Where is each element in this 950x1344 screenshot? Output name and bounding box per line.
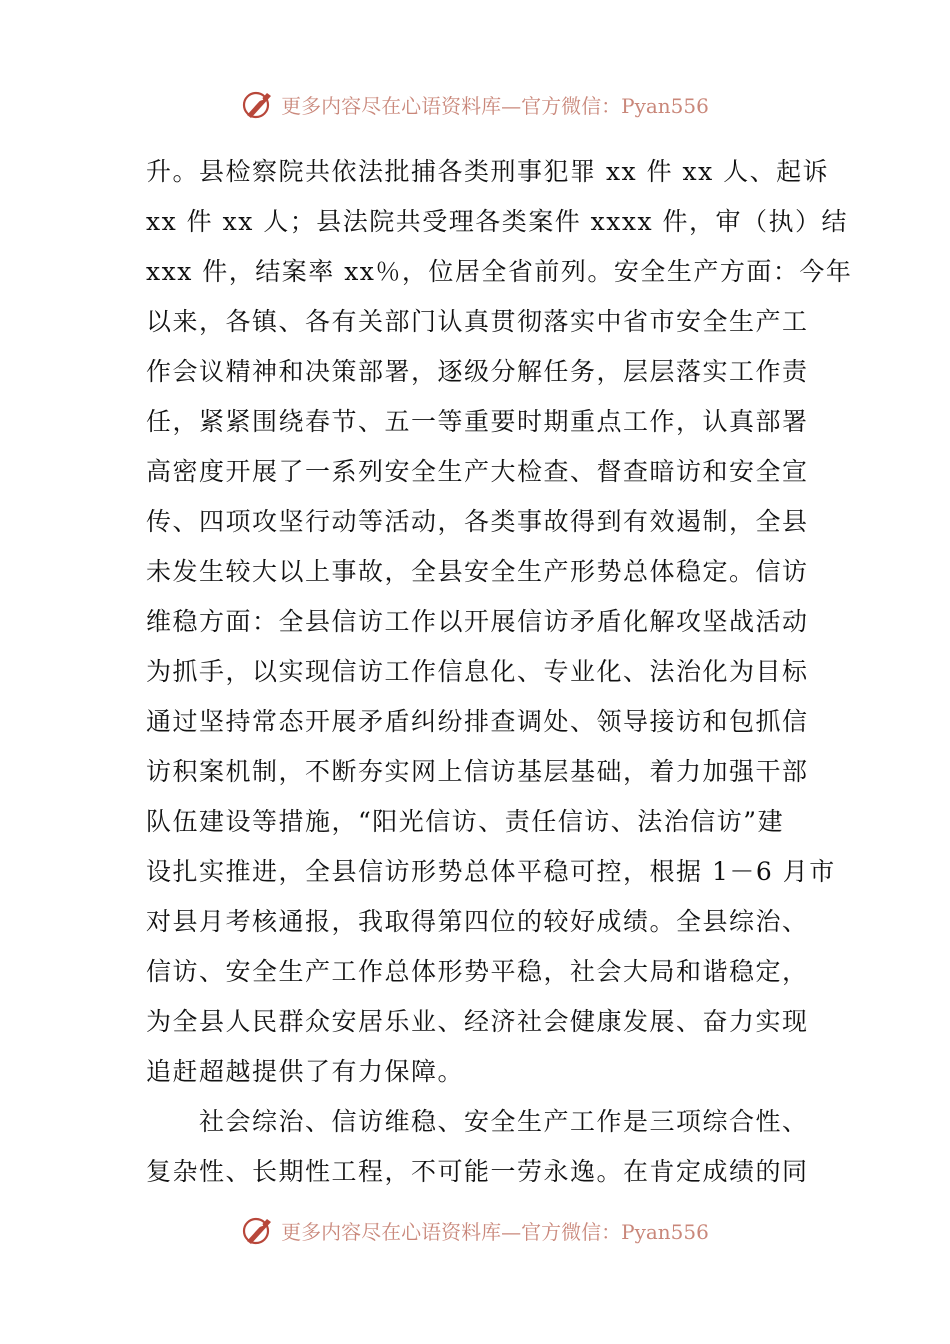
- footer-banner-text: 更多内容尽在心语资料库—官方微信：Pyan556: [281, 1219, 709, 1244]
- document-body: [146, 147, 853, 1197]
- header-banner-text: 更多内容尽在心语资料库—官方微信：Pyan556: [281, 93, 709, 118]
- text-line: 为抓手，以实现信访工作信息化、专业化、法治化为目标: [146, 657, 809, 686]
- text-line: 任，紧紧围绕春节、五一等重要时期重点工作，认真部署: [146, 407, 809, 436]
- text-line: 作会议精神和决策部署，逐级分解任务，层层落实工作责: [146, 357, 809, 386]
- text-line: 访积案机制，不断夯实网上信访基层基础，着力加强干部: [146, 757, 809, 786]
- pen-logo-icon: [241, 1213, 275, 1247]
- text-line: 信访、安全生产工作总体形势平稳，社会大局和谐稳定，: [146, 957, 809, 986]
- text-line: xxx 件，结案率 xx％，位居全省前列。安全生产方面：今年: [146, 257, 853, 286]
- text-line: 未发生较大以上事故，全县安全生产形势总体稳定。信访: [146, 557, 809, 586]
- text-line: 为全县人民群众安居乐业、经济社会健康发展、奋力实现: [146, 1007, 809, 1036]
- text-line: 追赶超越提供了有力保障。: [146, 1057, 465, 1086]
- text-line: 对县月考核通报，我取得第四位的较好成绩。全县综治、: [146, 907, 809, 936]
- text-line: 设扎实推进，全县信访形势总体平稳可控，根据 1－6 月市: [146, 857, 836, 886]
- text-line: 社会综治、信访维稳、安全生产工作是三项综合性、: [146, 1107, 809, 1136]
- pen-logo-icon: [241, 87, 275, 121]
- text-line: 高密度开展了一系列安全生产大检查、督查暗访和安全宣: [146, 457, 809, 486]
- text-line: 队伍建设等措施，“阳光信访、责任信访、法治信访”建: [146, 807, 785, 836]
- footer-banner: [0, 1205, 950, 1255]
- text-line: 复杂性、长期性工程，不可能一劳永逸。在肯定成绩的同: [146, 1157, 809, 1186]
- text-line: 以来，各镇、各有关部门认真贯彻落实中省市安全生产工: [146, 307, 809, 336]
- text-line: 升。县检察院共依法批捕各类刑事犯罪 xx 件 xx 人、起诉: [146, 157, 830, 186]
- text-line: 通过坚持常态开展矛盾纠纷排查调处、领导接访和包抓信: [146, 707, 809, 736]
- text-line: 传、四项攻坚行动等活动，各类事故得到有效遏制，全县: [146, 507, 809, 536]
- header-banner: [0, 79, 950, 129]
- text-line: 维稳方面：全县信访工作以开展信访矛盾化解攻坚战活动: [146, 607, 809, 636]
- text-line: xx 件 xx 人；县法院共受理各类案件 xxxx 件，审（执）结: [146, 207, 849, 236]
